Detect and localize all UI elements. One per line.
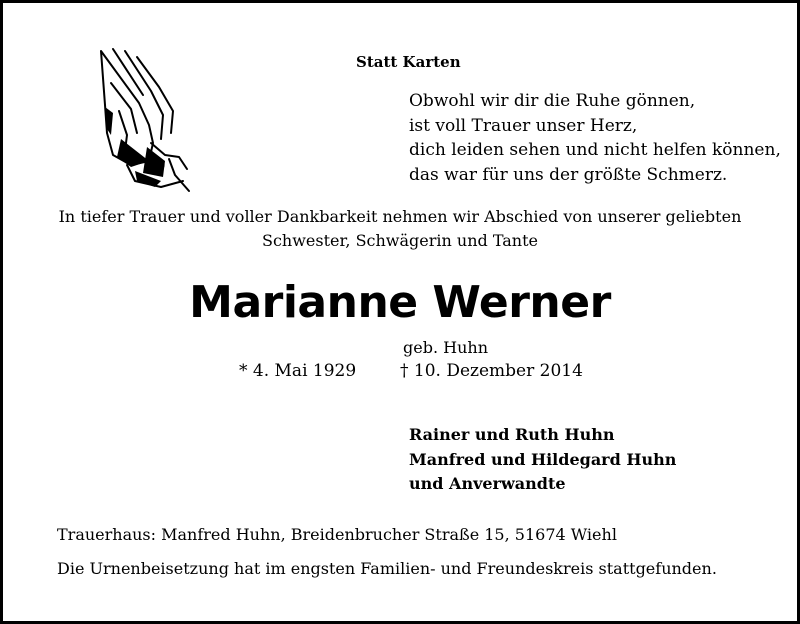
mourners-list bbox=[409, 423, 676, 497]
poem-line: dich leiden sehen und nicht helfen können, bbox=[409, 140, 781, 160]
mourning-house-address: Trauerhaus: Manfred Huhn, Breidenbrucher Straße 15, 51674 Wiehl bbox=[57, 525, 617, 544]
praying-hands-icon bbox=[91, 43, 201, 193]
birth-date: * 4. Mai 1929 bbox=[239, 361, 357, 381]
death-date: † 10. Dezember 2014 bbox=[400, 361, 583, 381]
burial-note: Die Urnenbeisetzung hat im engsten Familien- und Freundeskreis stattgefunden. bbox=[57, 559, 717, 578]
poem-line: ist voll Trauer unser Herz, bbox=[409, 115, 638, 136]
intro-line: Schwester, Schwägerin und Tante bbox=[262, 231, 538, 250]
poem-line: das war für uns der größte Schmerz. bbox=[409, 164, 728, 185]
intro-line: In tiefer Trauer und voller Dankbarkeit nehmen wir Abschied von unserer geliebten bbox=[58, 207, 742, 226]
header-title: Statt Karten bbox=[356, 53, 461, 71]
poem bbox=[409, 89, 781, 187]
mourner-line: Rainer und Ruth Huhn bbox=[409, 425, 615, 444]
maiden-name: geb. Huhn bbox=[403, 338, 488, 357]
poem-line: Obwohl wir dir die Ruhe gönnen, bbox=[409, 91, 696, 111]
mourner-line: Manfred und Hildegard Huhn bbox=[409, 449, 677, 469]
deceased-name: Marianne Werner bbox=[189, 277, 611, 328]
mourner-line: und Anverwandte bbox=[409, 474, 566, 493]
intro-text bbox=[3, 205, 797, 253]
